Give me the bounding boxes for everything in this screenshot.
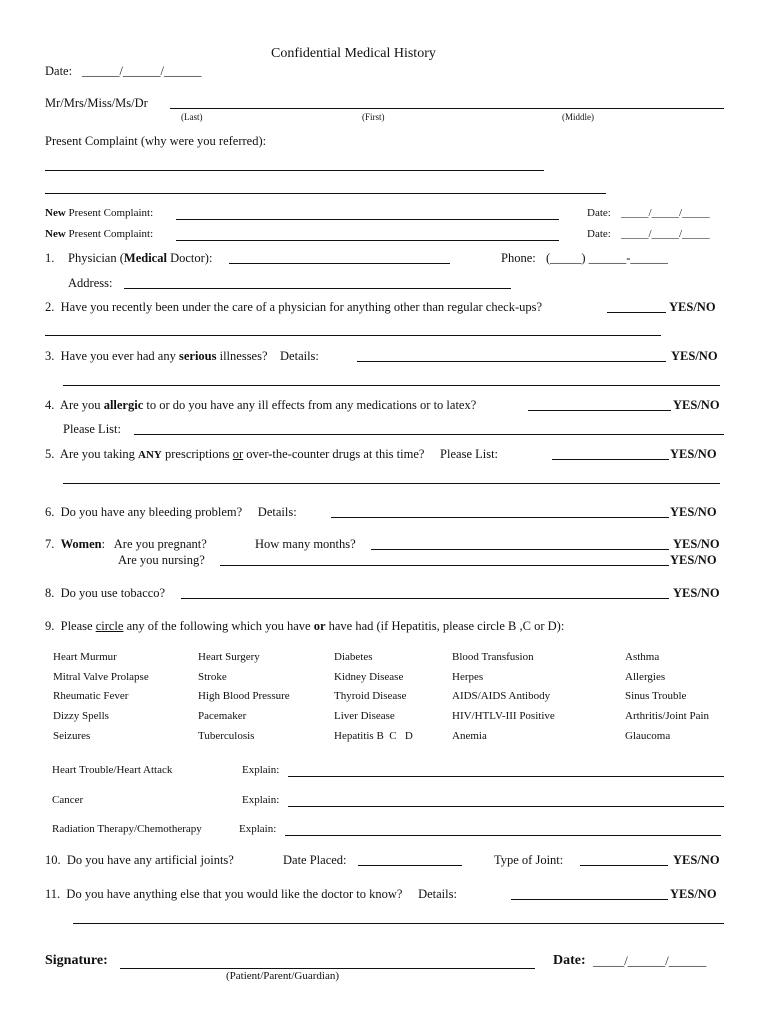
name-field[interactable] bbox=[170, 108, 724, 109]
condition-item[interactable]: Sinus Trouble bbox=[625, 690, 687, 702]
condition-item[interactable]: Heart Murmur bbox=[53, 651, 117, 663]
condition-item[interactable]: Diabetes bbox=[334, 651, 373, 663]
condition-item[interactable]: Heart Surgery bbox=[198, 651, 260, 663]
q9-text: 9. Please circle any of the following which you have or have had (if Hepatitis, please circle B ,C or D): bbox=[45, 619, 565, 633]
q7-months-label: How many months? bbox=[255, 537, 356, 551]
condition-item[interactable]: Thyroid Disease bbox=[334, 690, 407, 702]
q6-yes-no[interactable]: YES/NO bbox=[670, 505, 717, 519]
q7-nursing-yes-no[interactable]: YES/NO bbox=[670, 553, 717, 567]
q10-joint-type-label: Type of Joint: bbox=[494, 853, 564, 867]
q8-text: 8. Do you use tobacco? bbox=[45, 586, 166, 600]
condition-item[interactable]: Glaucoma bbox=[625, 730, 671, 742]
q3-details-field[interactable] bbox=[357, 361, 666, 362]
new-complaint-date-field-1[interactable]: _____/_____/_____ bbox=[621, 207, 710, 219]
q5-text: 5. Are you taking ANY prescriptions or over-the-counter drugs at this time? Please List: bbox=[45, 447, 499, 461]
explain-row-label: Cancer bbox=[52, 794, 84, 806]
q11-text: 11. Do you have anything else that you would like the doctor to know? Details: bbox=[45, 887, 457, 901]
phone-label: Phone: bbox=[501, 251, 536, 265]
present-complaint-label: Present Complaint (why were you referred): bbox=[45, 134, 267, 148]
address-field[interactable] bbox=[124, 288, 511, 289]
explain-row-label: Radiation Therapy/Chemotherapy bbox=[52, 823, 202, 835]
explain-label: Explain: bbox=[242, 764, 280, 776]
q10-joint-type-field[interactable] bbox=[580, 865, 668, 866]
form-title: Confidential Medical History bbox=[271, 46, 436, 61]
condition-item[interactable]: Hepatitis B C D bbox=[334, 730, 413, 742]
condition-item[interactable]: Stroke bbox=[198, 671, 227, 683]
condition-item[interactable]: Liver Disease bbox=[334, 710, 395, 722]
q7-pregnant-yes-no[interactable]: YES/NO bbox=[673, 537, 720, 551]
address-label: Address: bbox=[68, 276, 113, 290]
q4-list-label: Please List: bbox=[63, 422, 121, 436]
q2-answer-field[interactable] bbox=[607, 312, 666, 313]
q7-nursing-field[interactable] bbox=[220, 565, 669, 566]
complaint-line-1[interactable] bbox=[45, 170, 544, 171]
q6-details-field[interactable] bbox=[331, 517, 669, 518]
q4-list-field[interactable] bbox=[134, 434, 724, 435]
date-field[interactable]: ______/______/______ bbox=[82, 64, 202, 78]
condition-item[interactable]: HIV/HTLV-III Positive bbox=[452, 710, 555, 722]
signature-caption: (Patient/Parent/Guardian) bbox=[226, 970, 340, 982]
condition-item[interactable]: Dizzy Spells bbox=[53, 710, 109, 722]
q4-yes-no[interactable]: YES/NO bbox=[673, 398, 720, 412]
q8-field[interactable] bbox=[181, 598, 669, 599]
physician-field[interactable] bbox=[229, 263, 450, 264]
condition-item[interactable]: Mitral Valve Prolapse bbox=[53, 671, 149, 683]
phone-field[interactable]: (_____) ______-______ bbox=[546, 251, 668, 265]
q11-line[interactable] bbox=[73, 923, 724, 924]
condition-item[interactable]: Asthma bbox=[625, 651, 660, 663]
new-complaint-date-field-2[interactable]: _____/_____/_____ bbox=[621, 228, 710, 240]
q2-line[interactable] bbox=[45, 335, 661, 336]
q3-line[interactable] bbox=[63, 385, 720, 386]
q4-text: 4. Are you allergic to or do you have any ill effects from any medications or to latex? bbox=[45, 398, 477, 412]
first-name-caption: (First) bbox=[362, 112, 385, 122]
q10-yes-no[interactable]: YES/NO bbox=[673, 853, 720, 867]
q4-answer-field[interactable] bbox=[528, 410, 671, 411]
condition-item[interactable]: Seizures bbox=[53, 730, 91, 742]
condition-item[interactable]: Arthritis/Joint Pain bbox=[625, 710, 710, 722]
new-complaint-date-label-1: Date: bbox=[587, 207, 611, 219]
explain-field-cancer[interactable] bbox=[288, 806, 724, 807]
condition-item[interactable]: Pacemaker bbox=[198, 710, 247, 722]
q5-line[interactable] bbox=[63, 483, 720, 484]
q5-yes-no[interactable]: YES/NO bbox=[670, 447, 717, 461]
new-complaint-label-1: New Present Complaint: bbox=[45, 207, 154, 219]
condition-item[interactable]: Kidney Disease bbox=[334, 671, 404, 683]
date-label: Date: bbox=[45, 64, 73, 78]
q11-yes-no[interactable]: YES/NO bbox=[670, 887, 717, 901]
signature-label: Signature: bbox=[45, 953, 108, 968]
last-name-caption: (Last) bbox=[181, 112, 203, 122]
q5-list-field[interactable] bbox=[552, 459, 669, 460]
explain-label: Explain: bbox=[239, 823, 277, 835]
new-complaint-date-label-2: Date: bbox=[587, 228, 611, 240]
q11-details-field[interactable] bbox=[511, 899, 668, 900]
explain-field-heart[interactable] bbox=[288, 776, 724, 777]
q2-text: 2. Have you recently been under the care of a physician for anything other than regular check-ups? bbox=[45, 300, 543, 314]
q1-number: 1. bbox=[45, 251, 55, 265]
new-complaint-field-1[interactable] bbox=[176, 219, 559, 220]
q7-text: 7. Women: Are you pregnant? bbox=[45, 537, 207, 551]
q10-date-placed-field[interactable] bbox=[358, 865, 462, 866]
new-complaint-label-2: New Present Complaint: bbox=[45, 228, 154, 240]
name-label: Mr/Mrs/Miss/Ms/Dr bbox=[45, 96, 148, 110]
condition-item[interactable]: Tuberculosis bbox=[198, 730, 255, 742]
q10-text: 10. Do you have any artificial joints? bbox=[45, 853, 234, 867]
condition-item[interactable]: Herpes bbox=[452, 671, 484, 683]
q8-yes-no[interactable]: YES/NO bbox=[673, 586, 720, 600]
condition-item[interactable]: Rheumatic Fever bbox=[53, 690, 129, 702]
condition-item[interactable]: High Blood Pressure bbox=[198, 690, 290, 702]
condition-item[interactable]: AIDS/AIDS Antibody bbox=[452, 690, 551, 702]
signature-date-field[interactable]: _____/______/______ bbox=[593, 954, 707, 968]
q6-text: 6. Do you have any bleeding problem? Details: bbox=[45, 505, 297, 519]
condition-item[interactable]: Allergies bbox=[625, 671, 666, 683]
middle-name-caption: (Middle) bbox=[562, 112, 594, 122]
q7-months-field[interactable] bbox=[371, 549, 669, 550]
signature-field[interactable] bbox=[120, 968, 535, 969]
condition-item[interactable]: Anemia bbox=[452, 730, 487, 742]
explain-field-radiation[interactable] bbox=[285, 835, 721, 836]
explain-row-label: Heart Trouble/Heart Attack bbox=[52, 764, 173, 776]
condition-item[interactable]: Blood Transfusion bbox=[452, 651, 534, 663]
complaint-line-2[interactable] bbox=[45, 193, 606, 194]
q3-yes-no[interactable]: YES/NO bbox=[671, 349, 718, 363]
q10-date-placed-label: Date Placed: bbox=[283, 853, 347, 867]
explain-label: Explain: bbox=[242, 794, 280, 806]
signature-date-label: Date: bbox=[553, 953, 586, 968]
q7-nursing-label: Are you nursing? bbox=[118, 553, 205, 567]
q3-text: 3. Have you ever had any serious illnesses? Details: bbox=[45, 349, 319, 363]
new-complaint-field-2[interactable] bbox=[176, 240, 559, 241]
q1-physician-label: Physician (Medical Doctor): bbox=[68, 251, 213, 265]
q2-yes-no[interactable]: YES/NO bbox=[669, 300, 716, 314]
